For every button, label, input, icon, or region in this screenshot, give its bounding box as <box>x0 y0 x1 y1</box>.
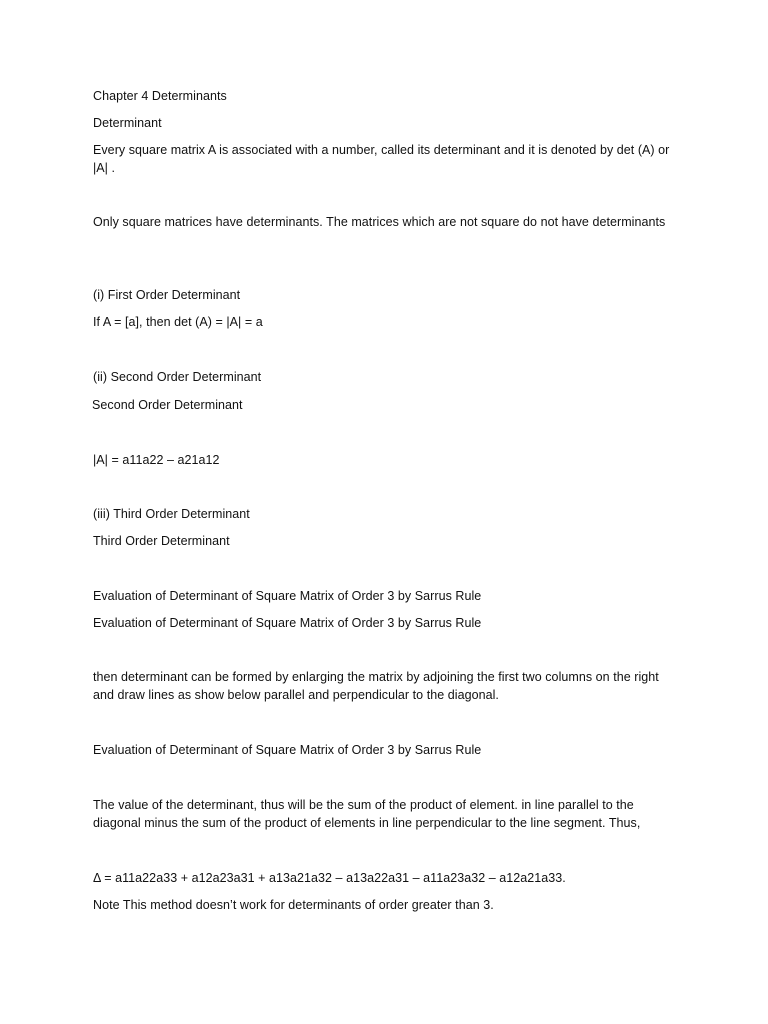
delta-formula: Δ = a11a22a33 + a12a23a31 + a13a21a32 – a13a22a31 – a11a23a32 – a12a21a33. <box>93 871 566 885</box>
paragraph-definition: Every square matrix A is associated with a number, called its determinant and it is denoted by det (A) or |A| . <box>93 143 670 175</box>
second-order-heading: (ii) Second Order Determinant <box>93 370 262 384</box>
second-order-formula: |A| = a11a22 – a21a12 <box>93 453 220 467</box>
paragraph-value: The value of the determinant, thus will be the sum of the product of element. in line parallel to the diagonal minus the sum of the product of elements in line perpendicular to the line segment. Thus, <box>93 798 641 830</box>
third-order-heading: (iii) Third Order Determinant <box>93 507 250 521</box>
sarrus-heading: Evaluation of Determinant of Square Matrix of Order 3 by Sarrus Rule <box>93 589 482 603</box>
first-order-heading: (i) First Order Determinant <box>93 288 241 302</box>
paragraph-enlarging: then determinant can be formed by enlarging the matrix by adjoining the first two columns on the right and draw lines as show below parallel and perpendicular to the diagonal. <box>93 670 659 702</box>
chapter-title: Chapter 4 Determinants <box>93 89 227 103</box>
third-order-image-alt: Third Order Determinant <box>93 534 230 548</box>
second-order-image-alt: Second Order Determinant <box>92 398 243 412</box>
section-heading-determinant: Determinant <box>93 116 162 130</box>
paragraph-only-square: Only square matrices have determinants. The matrices which are not square do not have determinants <box>93 215 666 229</box>
sarrus-image-alt-1: Evaluation of Determinant of Square Matrix of Order 3 by Sarrus Rule <box>93 616 482 630</box>
first-order-formula: If A = [a], then det (A) = |A| = a <box>93 315 263 329</box>
sarrus-image-alt-2: Evaluation of Determinant of Square Matrix of Order 3 by Sarrus Rule <box>93 743 482 757</box>
note: Note This method doesn’t work for determinants of order greater than 3. <box>93 898 494 912</box>
